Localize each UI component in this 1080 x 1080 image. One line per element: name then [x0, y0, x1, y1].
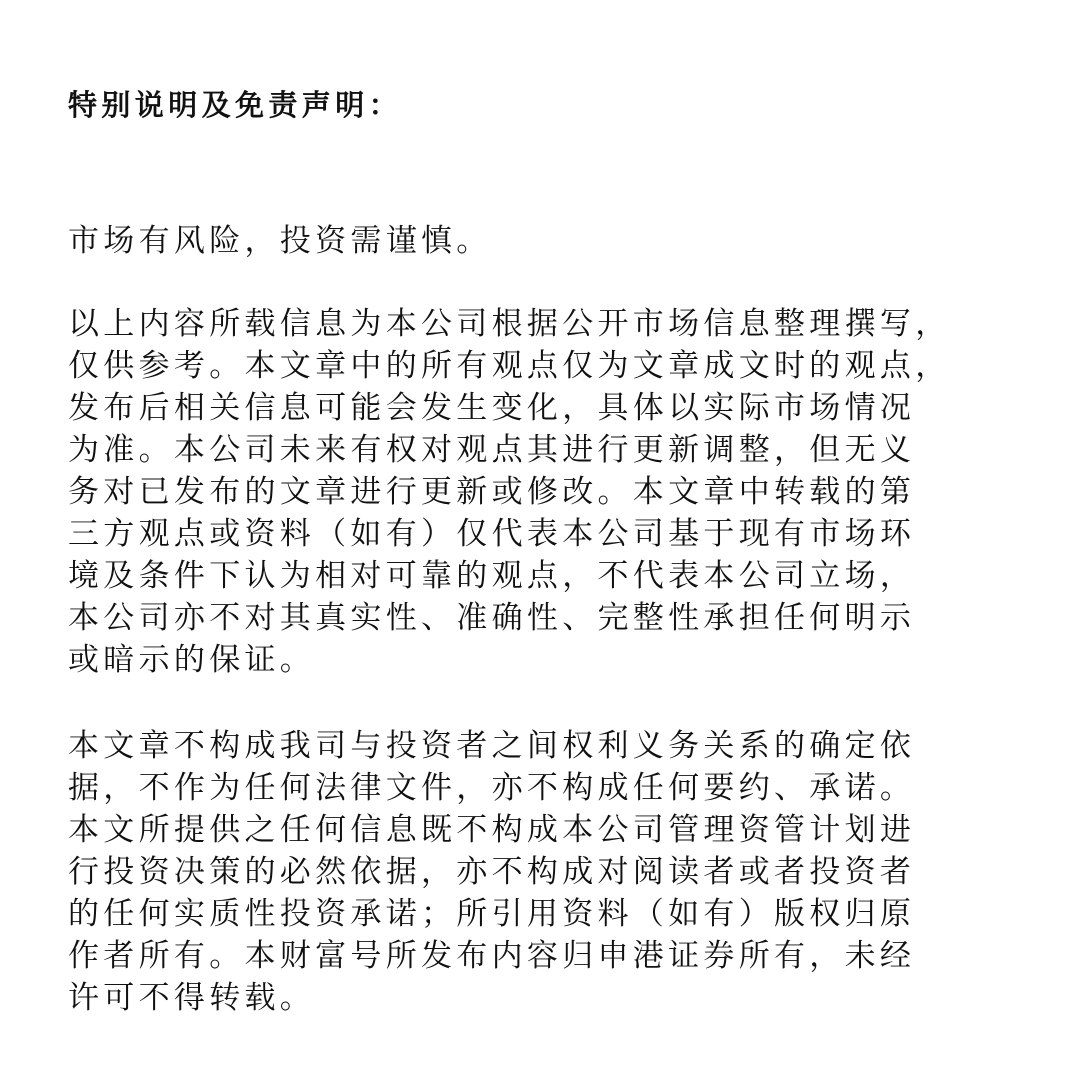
disclaimer-paragraph-1	[68, 303, 1080, 681]
paragraph-2-line: 行投资决策的必然依据，亦不构成对阅读者或者投资者	[68, 854, 916, 890]
paragraph-1-line: 三方观点或资料（如有）仅代表本公司基于现有市场环	[68, 516, 916, 552]
paragraph-2-line: 作者所有。本财富号所发布内容归申港证券所有，未经	[68, 938, 916, 974]
paragraph-1-line: 以上内容所载信息为本公司根据公开市场信息整理撰写，	[68, 306, 951, 342]
disclaimer-title: 特别说明及免责声明：	[68, 88, 403, 122]
disclaimer-paragraph-2	[68, 725, 1080, 1019]
paragraph-2-line: 本文章不构成我司与投资者之间权利义务关系的确定依	[68, 728, 916, 764]
paragraph-1-line: 本公司亦不对其真实性、准确性、完整性承担任何明示	[68, 600, 916, 636]
paragraph-1-line: 境及条件下认为相对可靠的观点，不代表本公司立场，	[68, 558, 916, 594]
paragraph-1-line: 务对已发布的文章进行更新或修改。本文章中转载的第	[68, 474, 916, 510]
paragraph-1-line: 仅供参考。本文章中的所有观点仅为文章成文时的观点，	[68, 348, 951, 384]
risk-warning: 市场有风险，投资需谨慎。	[68, 223, 492, 259]
paragraph-2-line: 的任何实质性投资承诺；所引用资料（如有）版权归原	[68, 896, 916, 932]
paragraph-2-line: 本文所提供之任何信息既不构成本公司管理资管计划进	[68, 812, 916, 848]
paragraph-2-line: 许可不得转载。	[68, 980, 316, 1016]
paragraph-1-line: 为准。本公司未来有权对观点其进行更新调整，但无义	[68, 432, 916, 468]
paragraph-1-line: 或暗示的保证。	[68, 642, 316, 678]
paragraph-1-line: 发布后相关信息可能会发生变化，具体以实际市场情况	[68, 390, 916, 426]
paragraph-2-line: 据，不作为任何法律文件，亦不构成任何要约、承诺。	[68, 770, 916, 806]
